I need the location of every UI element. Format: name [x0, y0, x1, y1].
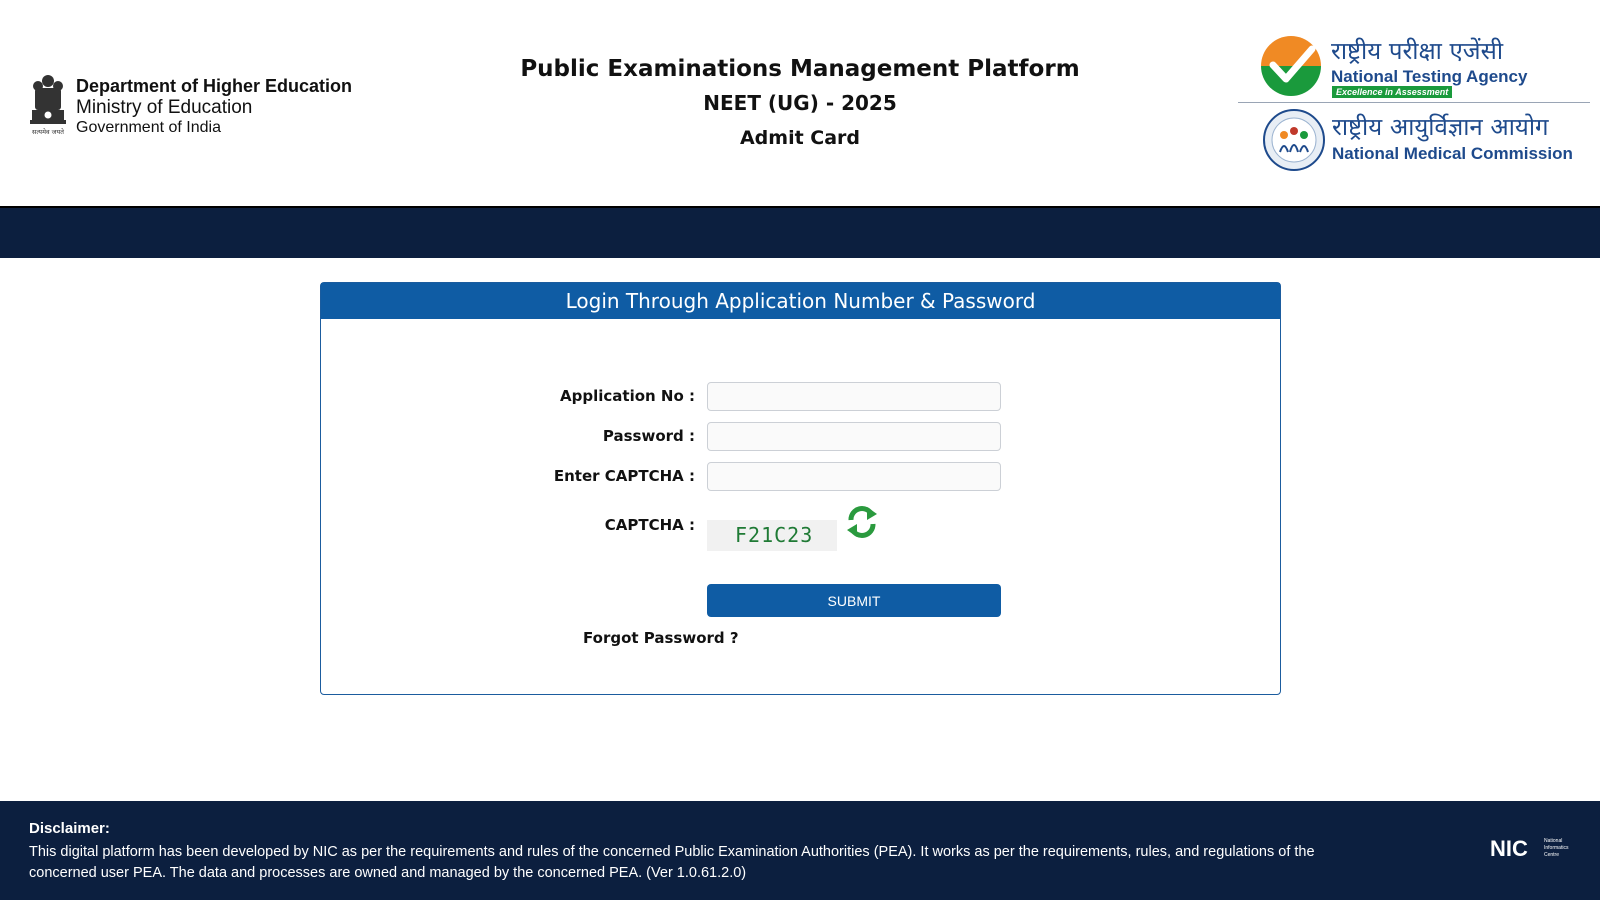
submit-button[interactable]: SUBMIT: [707, 584, 1001, 617]
nic-logo-text: NIC: [1490, 836, 1528, 861]
exam-title: NEET (UG) - 2025: [703, 91, 897, 115]
password-label: Password :: [602, 427, 695, 445]
emblem-caption: सत्यमेव जयते: [32, 128, 64, 136]
captcha-input[interactable]: [707, 462, 1001, 491]
department-name: Department of Higher Education: [76, 76, 353, 96]
nic-logo-icon: [1490, 834, 1580, 862]
document-title: Admit Card: [739, 127, 861, 149]
forgot-password-link[interactable]: Forgot Password ?: [583, 629, 739, 647]
nmc-hindi-name: राष्ट्रीय आयुर्विज्ञान आयोग: [1332, 113, 1549, 141]
nta-hindi-name: राष्ट्रीय परीक्षा एजेंसी: [1331, 37, 1504, 65]
nta-tagline: Excellence in Assessment: [1332, 86, 1452, 98]
agency-logos: [1238, 30, 1590, 180]
ministry-name: Ministry of Education: [76, 97, 253, 118]
platform-title: Public Examinations Management Platform: [520, 56, 1080, 82]
captcha-input-label: Enter CAPTCHA :: [553, 467, 695, 485]
nmc-english-name: National Medical Commission: [1332, 144, 1573, 163]
application-number-label: Application No :: [560, 387, 695, 405]
svg-text:Informatics: Informatics: [1544, 845, 1569, 851]
nta-tick-logo-icon: [1260, 35, 1322, 97]
page-footer: [0, 801, 1600, 900]
login-panel: [320, 282, 1281, 695]
refresh-icon[interactable]: [843, 503, 881, 541]
page-header: [0, 0, 1600, 206]
login-heading: Login Through Application Number & Password: [321, 283, 1280, 319]
government-name: Government of India: [76, 119, 221, 136]
captcha-label: CAPTCHA :: [604, 516, 695, 534]
nta-english-name: National Testing Agency: [1331, 67, 1528, 86]
nmc-seal-icon: [1262, 108, 1326, 172]
password-input[interactable]: [707, 422, 1001, 451]
top-navbar: [0, 206, 1600, 258]
captcha-image: F21C23: [707, 520, 837, 551]
svg-text:Centre: Centre: [1544, 852, 1560, 858]
logo-divider: [1238, 102, 1590, 103]
disclaimer-title: Disclaimer:: [29, 820, 110, 837]
application-number-input[interactable]: [707, 382, 1001, 411]
disclaimer-text: This digital platform has been developed by NIC as per the requirements and rules of the concerned Public Examination Authorities (PEA). It works as per the requirements, rules, and regulations of the concerned user PEA. The data and processes are owned and managed by the concerned PEA. (Ver 1.0.61.2.0): [29, 844, 1315, 881]
svg-text:National: National: [1544, 838, 1563, 844]
